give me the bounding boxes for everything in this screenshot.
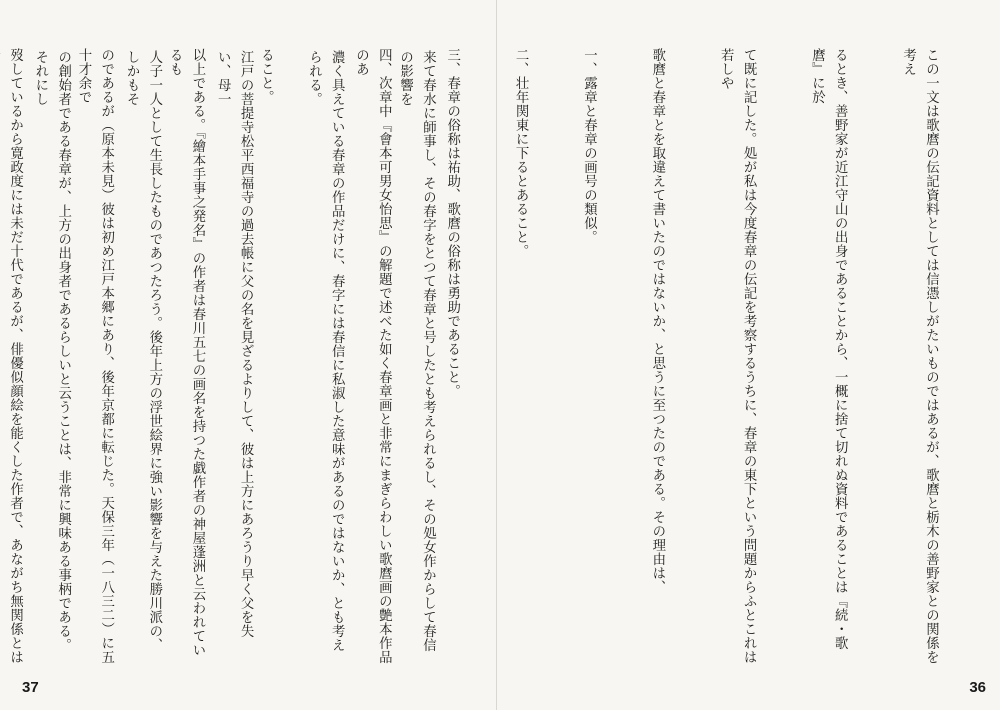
list-item: 三、春章の俗称は祐助、歌麿の俗称は勇助であること。 xyxy=(444,48,460,398)
list-item: 一、露章と春章の画号の類似。 xyxy=(581,48,597,244)
text-line: この一文は歌麿の伝記資料としては信憑しがたいものではあるが、歌麿と栃木の善野家との関係を考え xyxy=(900,48,939,664)
text-line: 以上である。『繪本手事之発名』の作者は春川五七の画名を持つた戯作者の神屋蓬洲と云われているも xyxy=(167,48,205,658)
text-line: のであるが（原本未見）彼は初め江戸本郷にあり、後年京都に転じた。天保三年（一八三二）に五十才余で xyxy=(75,48,114,664)
page-number-right: 36 xyxy=(969,679,986,696)
list-item-continuation: ること。 xyxy=(258,48,274,104)
text-line: て既に記した。処が私は今度春章の伝記を考察するうちに、春章の東下という問題からふとこれは若しや xyxy=(718,48,757,664)
list-item: 四、次章中『會本可男女怡思』の解題で述べた如く春章画と非常にまぎらわしい歌麿画の艶本作品のあ xyxy=(353,48,392,664)
text-line: 歿しているから寛政度には未だ十代であるが、俳優似顔絵を能くした作者で、あながち無関係とは xyxy=(7,48,23,664)
text-line: 歌麿と春章とを取違えて書いたのではないか、と思うに至つたのである。その理由は、 xyxy=(649,48,665,594)
page-number-left: 37 xyxy=(22,679,39,696)
text-line: 人子一人として生長したものであつたろう。後年上方の浮世絵界に強い影響を与えた勝川派の、しかもそ xyxy=(124,50,162,652)
list-item: 二、壮年関東に下るとあること。 xyxy=(513,48,529,258)
text-line: 江戸の菩提寺松平西福寺の過去帳に父の名を見ざるよりして、彼は上方にあろうり早く父を失い、母一 xyxy=(215,50,254,638)
text-line: の創始者である春章が、上方の出身者であるらしいと云うことは、非常に興味ある事柄である。それにし xyxy=(32,50,71,652)
text-line: るとき、善野家が近江守山の出身であることから、一概に捨て切れぬ資料であることは『続・歌麿』に於 xyxy=(809,48,848,650)
text-line: 濃く具えている春章の作品だけに、春字には春信に私淑した意味があるのではないか、とも考えられる。 xyxy=(306,50,345,652)
text-line: 来て春水に師事し、その春字をとつて春章と号したとも考えられるし、その処女作からして春信の影響を xyxy=(397,50,436,652)
